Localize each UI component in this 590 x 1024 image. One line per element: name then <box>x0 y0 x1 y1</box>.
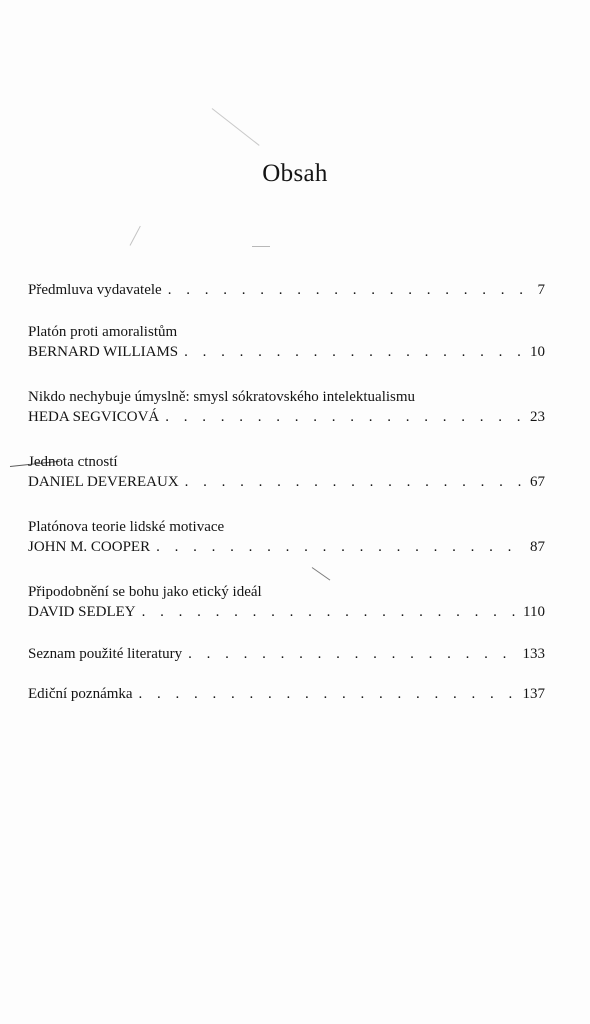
toc-entry-editorial-note <box>28 684 545 704</box>
scan-mark <box>212 108 260 146</box>
scan-mark <box>252 246 270 247</box>
scan-mark <box>130 226 141 246</box>
dot-leader <box>168 280 523 300</box>
toc-page-number: 67 <box>530 474 545 490</box>
toc-entry-title: Nikdo nechybuje úmyslně: smysl sókratovského intelektualismu <box>28 389 416 405</box>
dot-leader <box>188 644 518 664</box>
toc-page-number: 23 <box>530 409 545 425</box>
toc-entry-preface <box>28 280 545 300</box>
toc-entry-title: Ediční poznámka <box>28 686 133 702</box>
toc-entry-title: Předmluva vydavatele <box>28 282 162 298</box>
toc-page-number: 7 <box>537 282 545 298</box>
toc-line <box>28 280 545 300</box>
toc-entry-sedley <box>28 582 545 622</box>
toc-entry-cooper <box>28 517 545 557</box>
dot-leader <box>185 472 523 492</box>
toc-entry-title: Jednota ctností <box>28 454 118 470</box>
toc-page-number: 10 <box>530 344 545 360</box>
toc-entry-author: DANIEL DEVEREAUX <box>28 474 179 490</box>
dot-leader <box>165 407 523 427</box>
dot-leader <box>139 684 519 704</box>
toc-page-number: 110 <box>523 604 545 620</box>
dot-leader <box>184 342 523 362</box>
toc-entry-author: JOHN M. COOPER <box>28 539 151 555</box>
dot-leader <box>156 537 523 557</box>
toc-entry-devereux <box>28 452 545 492</box>
toc-line <box>28 537 545 557</box>
toc-entry-segvic <box>28 387 545 427</box>
toc-entry-williams <box>28 322 545 362</box>
toc-entry-author: DAVID SEDLEY <box>28 604 136 620</box>
toc-line <box>28 644 545 664</box>
toc-page-number: 133 <box>522 646 545 662</box>
toc-entry-title: Připodobnění se bohu jako etický ideál <box>28 584 262 600</box>
toc-entry-title: Platón proti amoralistům <box>28 324 178 340</box>
toc-entry-author: BERNARD WILLIAMS <box>28 344 179 360</box>
page-title: Obsah <box>262 160 328 187</box>
dot-leader <box>142 602 519 622</box>
toc-entry-title: Seznam použité literatury <box>28 646 183 662</box>
toc-page-number: 87 <box>530 539 545 555</box>
toc-line <box>28 602 545 622</box>
toc-entry-title: Platónova teorie lidské motivace <box>28 519 225 535</box>
toc-line <box>28 342 545 362</box>
toc-entry-author: HEDA SEGVICOVÁ <box>28 409 160 425</box>
table-of-contents <box>28 275 545 704</box>
toc-entry-bibliography <box>28 644 545 664</box>
toc-line <box>28 472 545 492</box>
toc-page-number: 137 <box>522 686 545 702</box>
toc-line <box>28 684 545 704</box>
toc-line <box>28 407 545 427</box>
